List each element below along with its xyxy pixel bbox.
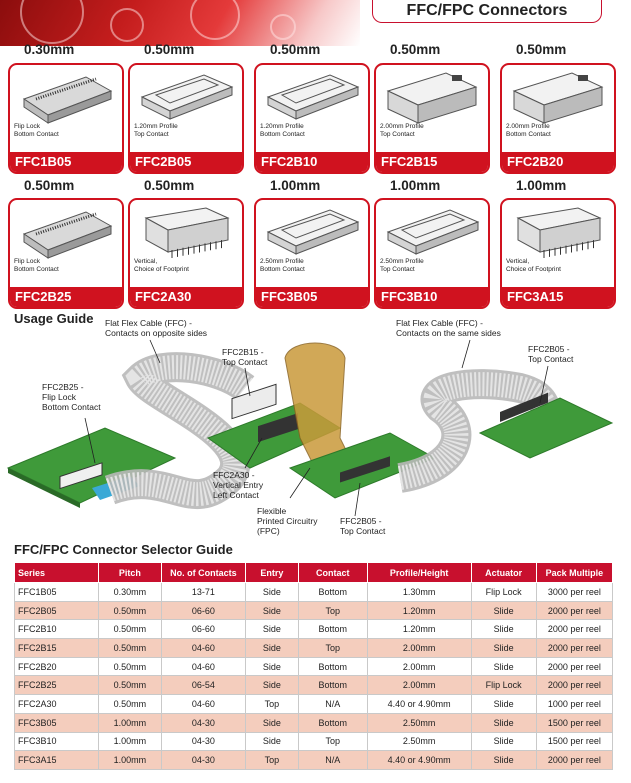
tall-connector-icon — [382, 69, 482, 127]
connector-card-ffc3b05[interactable] — [254, 198, 370, 309]
card-pitch-label: 0.50mm — [516, 42, 567, 57]
flip-lock-connector-icon — [16, 204, 116, 262]
card-pitch-label: 0.50mm — [390, 42, 441, 57]
table-cell: 0.30mm — [98, 583, 161, 602]
card-part-number: FFC2B10 — [256, 152, 368, 172]
connector-card-ffc2b20[interactable] — [500, 63, 616, 174]
table-cell: Flip Lock — [471, 676, 536, 695]
label-fpc: Flexible Printed Circuitry (FPC) — [257, 506, 318, 536]
card-pitch-label: 1.00mm — [516, 178, 567, 193]
card-part-number: FFC2B20 — [502, 152, 614, 172]
table-cell: Slide — [471, 601, 536, 620]
card-pitch-label: 0.50mm — [24, 178, 75, 193]
card-part-number: FFC3B05 — [256, 287, 368, 307]
column-header: Pitch — [98, 563, 161, 583]
table-cell: 06-60 — [161, 601, 245, 620]
selector-table — [14, 562, 613, 770]
table-cell: FFC2B20 — [15, 657, 99, 676]
table-cell: Top — [245, 695, 298, 714]
table-cell: 2000 per reel — [536, 657, 612, 676]
table-cell: 04-30 — [161, 713, 245, 732]
table-cell: 2000 per reel — [536, 676, 612, 695]
table-cell: 0.50mm — [98, 657, 161, 676]
connector-card-ffc2b15[interactable] — [374, 63, 490, 174]
table-cell: Slide — [471, 713, 536, 732]
table-cell: 1.00mm — [98, 732, 161, 751]
table-cell: 1.20mm — [367, 620, 471, 639]
card-pitch-label: 0.50mm — [144, 42, 195, 57]
table-cell: FFC2A30 — [15, 695, 99, 714]
table-header-row — [15, 563, 613, 583]
connector-card-ffc3a15[interactable] — [500, 198, 616, 309]
table-cell: Slide — [471, 695, 536, 714]
table-cell: 4.40 or 4.90mm — [367, 751, 471, 770]
slide-connector-icon — [382, 204, 482, 262]
label-ffc2b25: FFC2B25 - Flip Lock Bottom Contact — [42, 382, 101, 412]
table-cell: Side — [245, 676, 298, 695]
table-cell: 06-60 — [161, 620, 245, 639]
card-pitch-label: 0.30mm — [24, 42, 75, 57]
page-title: FFC/FPC Connectors — [372, 0, 602, 23]
label-ffc2b15: FFC2B15 - Top Contact — [222, 347, 268, 367]
card-description: 1.20mm Profile Bottom Contact — [260, 123, 305, 138]
table-cell: 3000 per reel — [536, 583, 612, 602]
table-cell: N/A — [298, 751, 367, 770]
table-cell: FFC3B05 — [15, 713, 99, 732]
card-pitch-label: 0.50mm — [270, 42, 321, 57]
table-cell: Bottom — [298, 620, 367, 639]
table-cell: N/A — [298, 695, 367, 714]
table-cell: FFC2B10 — [15, 620, 99, 639]
table-row — [15, 676, 613, 695]
column-header: Profile/Height — [367, 563, 471, 583]
table-row — [15, 732, 613, 751]
label-ffc2b05-right: FFC2B05 - Top Contact — [528, 344, 574, 364]
card-part-number: FFC1B05 — [10, 152, 122, 172]
table-cell: 2000 per reel — [536, 601, 612, 620]
card-description: 2.50mm Profile Bottom Contact — [260, 258, 305, 273]
table-cell: Side — [245, 732, 298, 751]
table-cell: 04-60 — [161, 639, 245, 658]
decorative-pcb-banner — [0, 0, 360, 46]
card-pitch-label: 0.50mm — [144, 178, 195, 193]
table-cell: 1000 per reel — [536, 695, 612, 714]
table-cell: 0.50mm — [98, 695, 161, 714]
table-cell: 04-60 — [161, 695, 245, 714]
table-cell: FFC2B05 — [15, 601, 99, 620]
table-cell: 1.30mm — [367, 583, 471, 602]
table-cell: Bottom — [298, 713, 367, 732]
column-header: Actuator — [471, 563, 536, 583]
table-cell: 4.40 or 4.90mm — [367, 695, 471, 714]
usage-guide-title: Usage Guide — [14, 311, 94, 326]
table-cell: 2.00mm — [367, 657, 471, 676]
table-cell: Top — [298, 639, 367, 658]
selector-guide-title: FFC/FPC Connector Selector Guide — [14, 542, 233, 557]
slide-connector-icon — [136, 69, 236, 127]
flip-lock-connector-icon — [16, 69, 116, 127]
card-part-number: FFC3B10 — [376, 287, 488, 307]
table-cell: 04-30 — [161, 732, 245, 751]
table-row — [15, 751, 613, 770]
table-cell: Top — [245, 751, 298, 770]
card-description: Flip Lock Bottom Contact — [14, 258, 59, 273]
label-ffc2a30: FFC2A30 - Vertical Entry Left Contact — [213, 470, 264, 500]
card-pitch-label: 1.00mm — [390, 178, 441, 193]
connector-card-ffc2b05[interactable] — [128, 63, 244, 174]
table-cell: Slide — [471, 620, 536, 639]
table-cell: 2000 per reel — [536, 620, 612, 639]
table-cell: 2.50mm — [367, 732, 471, 751]
label-ffc-same: Flat Flex Cable (FFC) - Contacts on the same sides — [396, 318, 501, 338]
table-cell: 1500 per reel — [536, 732, 612, 751]
table-row — [15, 583, 613, 602]
table-cell: 2.00mm — [367, 639, 471, 658]
table-cell: 1.20mm — [367, 601, 471, 620]
connector-card-ffc2b10[interactable] — [254, 63, 370, 174]
table-cell: FFC1B05 — [15, 583, 99, 602]
card-description: Vertical, Choice of Footprint — [134, 258, 189, 273]
card-description: 2.00mm Profile Top Contact — [380, 123, 424, 138]
column-header: Entry — [245, 563, 298, 583]
table-cell: 13-71 — [161, 583, 245, 602]
column-header: Pack Multiple — [536, 563, 612, 583]
connector-card-ffc2a30[interactable] — [128, 198, 244, 309]
connector-card-ffc3b10[interactable] — [374, 198, 490, 309]
table-cell: FFC2B25 — [15, 676, 99, 695]
table-cell: Side — [245, 620, 298, 639]
table-cell: 0.50mm — [98, 676, 161, 695]
table-cell: Bottom — [298, 676, 367, 695]
table-cell: Slide — [471, 657, 536, 676]
table-cell: FFC2B15 — [15, 639, 99, 658]
table-row — [15, 639, 613, 658]
card-pitch-label: 1.00mm — [270, 178, 321, 193]
table-cell: Top — [298, 601, 367, 620]
table-cell: Side — [245, 713, 298, 732]
table-cell: 1500 per reel — [536, 713, 612, 732]
table-cell: 04-30 — [161, 751, 245, 770]
table-cell: Slide — [471, 751, 536, 770]
table-cell: 2.00mm — [367, 676, 471, 695]
card-description: Vertical, Choice of Footprint — [506, 258, 561, 273]
column-header: Series — [15, 563, 99, 583]
table-cell: 1.00mm — [98, 751, 161, 770]
table-cell: 0.50mm — [98, 601, 161, 620]
table-cell: FFC3B10 — [15, 732, 99, 751]
table-cell: Flip Lock — [471, 583, 536, 602]
vertical-connector-icon — [136, 204, 236, 262]
card-description: 2.00mm Profile Bottom Contact — [506, 123, 551, 138]
connector-card-ffc1b05[interactable] — [8, 63, 124, 174]
table-row — [15, 657, 613, 676]
table-cell: 04-60 — [161, 657, 245, 676]
table-cell: Side — [245, 601, 298, 620]
table-cell: 2000 per reel — [536, 751, 612, 770]
table-cell: Slide — [471, 639, 536, 658]
table-cell: 0.50mm — [98, 620, 161, 639]
connector-card-ffc2b25[interactable] — [8, 198, 124, 309]
table-cell: FFC3A15 — [15, 751, 99, 770]
table-cell: 2000 per reel — [536, 639, 612, 658]
card-description: Flip Lock Bottom Contact — [14, 123, 59, 138]
pcb-board-right — [480, 398, 612, 458]
vertical-connector-icon — [508, 204, 608, 262]
table-cell: Side — [245, 639, 298, 658]
table-cell: 1.00mm — [98, 713, 161, 732]
table-cell: 0.50mm — [98, 639, 161, 658]
table-cell: Side — [245, 583, 298, 602]
column-header: Contact — [298, 563, 367, 583]
table-cell: Bottom — [298, 657, 367, 676]
card-part-number: FFC2B05 — [130, 152, 242, 172]
card-description: 2.50mm Profile Top Contact — [380, 258, 424, 273]
table-row — [15, 601, 613, 620]
table-cell: 2.50mm — [367, 713, 471, 732]
card-part-number: FFC2B15 — [376, 152, 488, 172]
slide-connector-icon — [262, 204, 362, 262]
label-ffc-opposite: Flat Flex Cable (FFC) - Contacts on opposite sides — [105, 318, 208, 338]
card-part-number: FFC2A30 — [130, 287, 242, 307]
slide-connector-icon — [262, 69, 362, 127]
table-cell: Side — [245, 657, 298, 676]
table-row — [15, 713, 613, 732]
table-cell: Slide — [471, 732, 536, 751]
table-cell: 06-54 — [161, 676, 245, 695]
column-header: No. of Contacts — [161, 563, 245, 583]
card-part-number: FFC3A15 — [502, 287, 614, 307]
card-part-number: FFC2B25 — [10, 287, 122, 307]
card-description: 1.20mm Profile Top Contact — [134, 123, 178, 138]
label-ffc2b05-mid: FFC2B05 - Top Contact — [340, 516, 386, 536]
table-row — [15, 620, 613, 639]
table-row — [15, 695, 613, 714]
table-cell: Top — [298, 732, 367, 751]
table-cell: Bottom — [298, 583, 367, 602]
tall-connector-icon — [508, 69, 608, 127]
